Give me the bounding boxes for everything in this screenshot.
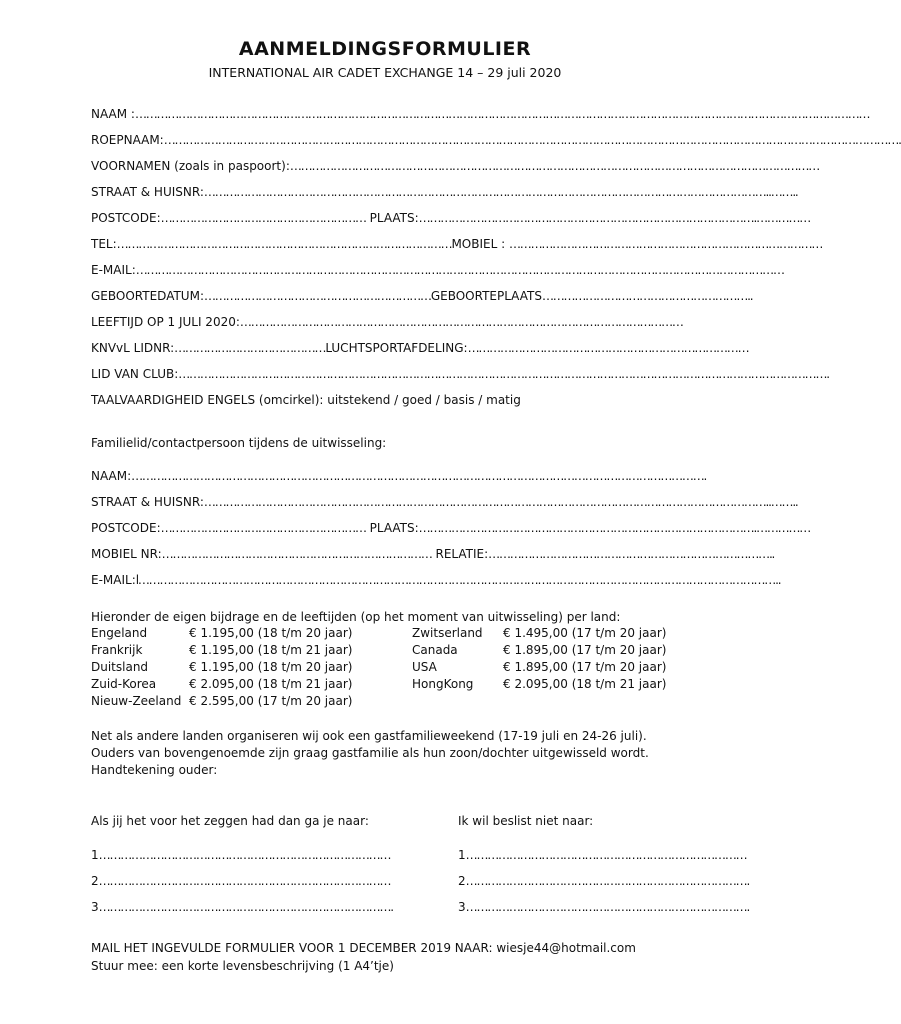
contact-heading: Familielid/contactpersoon tijdens de uitwisseling: xyxy=(91,436,387,450)
country-name: HongKong xyxy=(412,677,474,691)
country-price: € 1.495,00 (17 t/m 20 jaar) xyxy=(503,626,667,640)
signature-label: Handtekening ouder: xyxy=(91,763,218,777)
country-name: Frankrijk xyxy=(91,643,143,657)
choice-field[interactable]: ……………………………………………………………………. xyxy=(465,874,750,888)
country-name: Nieuw-Zeeland xyxy=(91,694,182,708)
email-field[interactable]: ……………………………………………………………………………………………………………………………………………………………… xyxy=(135,263,784,277)
knvvl-field[interactable]: …………………………………… xyxy=(174,341,326,355)
notes-block xyxy=(91,728,691,779)
contact-postcode-field[interactable]: ………………………………………………… xyxy=(160,521,366,535)
knvvl-label: KNVvL LIDNR: xyxy=(91,341,175,355)
choice-field[interactable]: ………………………………………………………………………. xyxy=(98,900,393,914)
contact-relatie-field[interactable]: …………………………………………………………………….. xyxy=(488,547,775,561)
email-label: E-MAIL: xyxy=(91,263,136,277)
luchtsport-field[interactable]: …………………………………………………………………… xyxy=(467,341,749,355)
choice-left-2 xyxy=(91,874,390,888)
plaats-field[interactable]: ………………………………………………………………………………….…………… xyxy=(418,211,811,225)
geboorte-row xyxy=(91,289,752,303)
naam-row xyxy=(91,107,869,121)
roepnaam-row xyxy=(91,133,901,147)
country-price: € 2.595,00 (17 t/m 20 jaar) xyxy=(189,694,353,708)
tel-label: TEL: xyxy=(91,237,117,251)
choice-number: 3 xyxy=(91,900,99,914)
country-name: Zuid-Korea xyxy=(91,677,157,691)
club-row xyxy=(91,367,829,381)
country-name: USA xyxy=(412,660,437,674)
contact-email-row xyxy=(91,573,780,587)
country-name: Canada xyxy=(412,643,458,657)
choice-number: 3 xyxy=(458,900,466,914)
form-subtitle: INTERNATIONAL AIR CADET EXCHANGE 14 – 29 juli 2020 xyxy=(208,65,562,80)
roepnaam-field[interactable]: ……………………………………………………………………………………………………………………………………………………………………………………. xyxy=(163,133,901,147)
naam-label: NAAM : xyxy=(91,107,135,121)
country-price: € 2.095,00 (18 t/m 21 jaar) xyxy=(189,677,353,691)
country-name: Duitsland xyxy=(91,660,149,674)
naam-field[interactable]: …………………………………………………………………………………………………………………………………………………………………………………… xyxy=(134,107,870,121)
postcode-field[interactable]: ………………………………………………… xyxy=(160,211,366,225)
voornamen-row xyxy=(91,159,819,173)
contact-email-field[interactable]: l…………………………………………………………………………………………………………………………………………………………….. xyxy=(135,573,781,587)
contact-plaats-field[interactable]: ………………………………………………………………………………….…………… xyxy=(418,521,811,535)
geboortedatum-label: GEBOORTEDATUM: xyxy=(91,289,204,303)
country-price: € 1.195,00 (18 t/m 20 jaar) xyxy=(189,660,353,674)
mail-instruction xyxy=(91,941,636,955)
notes-line-2: Ouders van bovengenoemde zijn graag gastfamilie als hun zoon/dochter uitgewisseld wordt. xyxy=(91,746,649,760)
contact-naam-row xyxy=(91,469,706,483)
contact-straat-row xyxy=(91,495,798,509)
email-row xyxy=(91,263,784,277)
luchtsport-label: LUCHTSPORTAFDELING: xyxy=(325,341,468,355)
contact-postcode-row xyxy=(91,521,810,535)
contact-naam-label: NAAM: xyxy=(91,469,132,483)
mobiel-label: MOBIEL : xyxy=(451,237,506,251)
country-name: Engeland xyxy=(91,626,148,640)
country-price: € 2.095,00 (18 t/m 21 jaar) xyxy=(503,677,667,691)
voornamen-label: VOORNAMEN (zoals in paspoort): xyxy=(91,159,290,173)
contact-relatie-label: RELATIE: xyxy=(435,547,489,561)
choices-left-heading: Als jij het voor het zeggen had dan ga je naar: xyxy=(91,814,369,828)
choice-left-3 xyxy=(91,900,393,914)
club-label: LID VAN CLUB: xyxy=(91,367,179,381)
knvvl-row xyxy=(91,341,748,355)
geboortedatum-field[interactable]: ……………………………………………………… xyxy=(204,289,431,303)
taal-row: TAALVAARDIGHEID ENGELS (omcirkel): uitstekend / goed / basis / matig xyxy=(91,393,521,407)
roepnaam-label: ROEPNAAM: xyxy=(91,133,164,147)
choice-field[interactable]: ……………………………………………………………………… xyxy=(98,848,391,862)
choice-right-3 xyxy=(458,900,749,914)
choice-field[interactable]: ……………………………………………………………………… xyxy=(98,874,391,888)
contact-plaats-label: PLAATS: xyxy=(369,521,419,535)
leeftijd-field[interactable]: …………………………………………………………………………………………………………… xyxy=(239,315,683,329)
choice-field[interactable]: ……………………………………………………………………. xyxy=(465,900,750,914)
choice-number: 1 xyxy=(91,848,99,862)
choice-left-1 xyxy=(91,848,390,862)
leeftijd-row xyxy=(91,315,683,329)
extra-note: Stuur mee: een korte levensbeschrijving (1 A4’tje) xyxy=(91,959,394,973)
postcode-label: POSTCODE: xyxy=(91,211,161,225)
notes-line-1: Net als andere landen organiseren wij ook een gastfamilieweekend (17-19 juli en 24-26 juli). xyxy=(91,729,647,743)
geboorteplaats-label: GEBOORTEPLAATS xyxy=(430,289,542,303)
form-title: AANMELDINGSFORMULIER xyxy=(238,38,532,60)
tel-row xyxy=(91,237,822,251)
country-name: Zwitserland xyxy=(412,626,483,640)
choice-number: 2 xyxy=(458,874,466,888)
geboorteplaats-field[interactable]: ………………………………………………….. xyxy=(541,289,753,303)
country-price: € 1.195,00 (18 t/m 21 jaar) xyxy=(189,643,353,657)
tel-field[interactable]: ………………………………………………………………………………… xyxy=(116,237,452,251)
mail-label: MAIL HET INGEVULDE FORMULIER VOOR 1 DECEMBER 2019 NAAR: xyxy=(91,941,493,955)
club-field[interactable]: ………………………………………………………………………………………………………………………………………………………………. xyxy=(178,367,829,381)
contact-email-label: E-MAIL: xyxy=(91,573,136,587)
contact-straat-label: STRAAT & HUISNR: xyxy=(91,495,204,509)
choice-number: 2 xyxy=(91,874,99,888)
straat-label: STRAAT & HUISNR: xyxy=(91,185,204,199)
contact-naam-field[interactable]: ……………………………………………………………………………………………………………………………………………. xyxy=(131,469,707,483)
contact-mobiel-row xyxy=(91,547,774,561)
contact-mobiel-field[interactable]: ………………………………………………………………… xyxy=(161,547,432,561)
straat-field[interactable]: …………………………………………………………………………………………………………………………………………..…….. xyxy=(203,185,798,199)
choice-field[interactable]: …………………………………………………………………… xyxy=(465,848,747,862)
leeftijd-label: LEEFTIJD OP 1 JULI 2020: xyxy=(91,315,240,329)
plaats-label: PLAATS: xyxy=(369,211,419,225)
postcode-row xyxy=(91,211,810,225)
contact-mobiel-label: MOBIEL NR: xyxy=(91,547,162,561)
mobiel-field[interactable]: …………………………………………………………………………… xyxy=(508,237,823,251)
prices-heading: Hieronder de eigen bijdrage en de leeftijden (op het moment van uitwisseling) per land: xyxy=(91,610,621,624)
mail-address[interactable]: wiesje44@hotmail.com xyxy=(496,941,636,955)
contact-postcode-label: POSTCODE: xyxy=(91,521,161,535)
country-price: € 1.195,00 (18 t/m 20 jaar) xyxy=(189,626,353,640)
choice-right-1 xyxy=(458,848,746,862)
choices-right-heading: Ik wil beslist niet naar: xyxy=(458,814,594,828)
country-price: € 1.895,00 (17 t/m 20 jaar) xyxy=(503,660,667,674)
contact-straat-field[interactable]: …………………………………………………………………………………………………………………………………………..…….. xyxy=(203,495,798,509)
choice-number: 1 xyxy=(458,848,466,862)
straat-row xyxy=(91,185,798,199)
choice-right-2 xyxy=(458,874,749,888)
voornamen-field[interactable]: ………………………………………………………………………………………………………………………………… xyxy=(289,159,820,173)
country-price: € 1.895,00 (17 t/m 20 jaar) xyxy=(503,643,667,657)
